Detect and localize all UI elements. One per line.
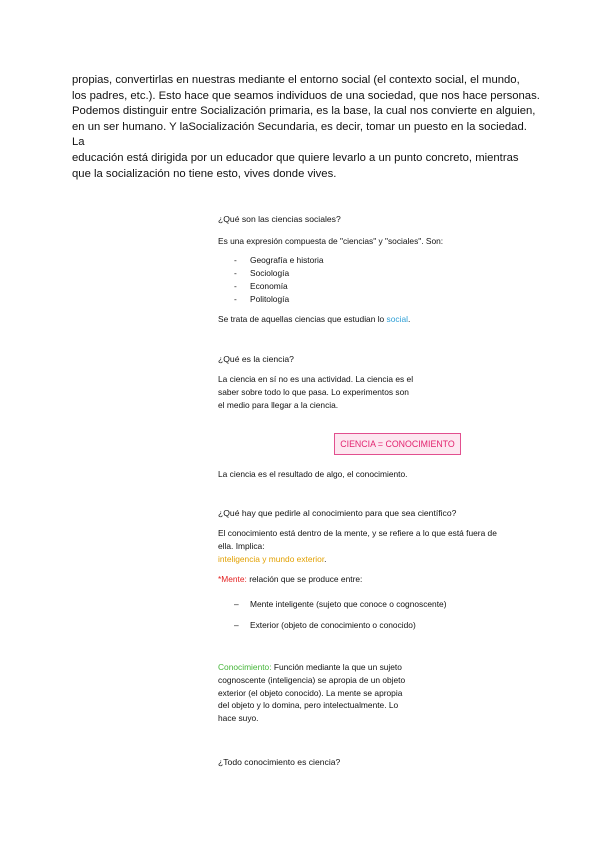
final-question: ¿Todo conocimiento es ciencia? — [218, 757, 341, 767]
list-item: - Politología — [234, 294, 290, 304]
ciencia-result: La ciencia es el resultado de algo, el conocimiento. — [218, 469, 408, 479]
cientifico-question: ¿Qué hay que pedirle al conocimiento para que sea científico? — [218, 508, 457, 518]
ciencias-sociales-list — [234, 254, 324, 306]
mente-item: – Exterior (objeto de conocimiento o conocido) — [234, 620, 416, 630]
ciencia-question: ¿Qué es la ciencia? — [218, 354, 294, 364]
list-dash: - — [234, 281, 237, 291]
ciencias-sociales-definition: Es una expresión compuesta de "ciencias" y "sociales". Son: — [218, 236, 444, 246]
list-item: - Geografía e historia — [234, 255, 324, 265]
conocimiento-paragraph: Conocimiento: Función mediante la que un sujeto cognoscente (inteligencia) se apropia de un objeto exterior (el objeto conocido). La mente se apropia del objeto y lo domina, pero intelectualmente. Lo hace suyo. — [218, 662, 406, 724]
intro-line: Podemos distinguir entre Socialización primaria, es la base, la cual nos convierte en alguien, — [72, 105, 536, 118]
list-item: - Sociología — [234, 268, 290, 278]
mente-item: – Mente inteligente (sujeto que conoce o cognoscente) — [234, 599, 447, 609]
ciencia-conocimiento-box: CIENCIA = CONOCIMIENTO — [334, 433, 461, 455]
intro-line: propias, convertirlas en nuestras mediante el entorno social (el contexto social, el mundo, — [72, 74, 520, 86]
cientifico-paragraph: El conocimiento está dentro de la mente, y se refiere a lo que está fuera de ella. Implica: inteligencia y mundo exterior. — [218, 528, 497, 564]
ciencias-sociales-question: ¿Qué son las ciencias sociales? — [218, 214, 341, 224]
intro-line: los padres, etc.). Esto hace que seamos individuos de una sociedad, que nos hace personas. — [72, 89, 540, 102]
list-dash: - — [234, 294, 237, 304]
list-item: - Economía — [234, 281, 288, 291]
intro-line: en un ser humano. Y laSocialización Secundaria, es decir, tomar un puesto en la sociedad. La — [72, 120, 527, 149]
intro-line: que la socialización no tiene esto, vives donde vives. — [72, 167, 337, 180]
ciencia-paragraph: La ciencia en sí no es una actividad. La ciencia es el saber sobre todo lo que pasa. Lo experimentos son el medio para llegar a la ciencia. — [218, 374, 414, 410]
social-highlight: social — [386, 314, 408, 324]
implica-highlight: inteligencia y mundo exterior — [218, 553, 325, 564]
intro-line: educación está dirigida por un educador que quiere levarlo a un punto concreto, mientras — [72, 151, 519, 164]
ciencias-sociales-summary: Se trata de aquellas ciencias que estudian lo social. — [218, 314, 411, 324]
list-dash: - — [234, 268, 237, 278]
intro-paragraph — [72, 73, 542, 182]
mente-definition: *Mente: relación que se produce entre: — [218, 574, 363, 584]
list-dash: - — [234, 255, 237, 265]
mente-label: *Mente: — [218, 574, 247, 584]
conocimiento-label: Conocimiento: — [218, 662, 272, 672]
